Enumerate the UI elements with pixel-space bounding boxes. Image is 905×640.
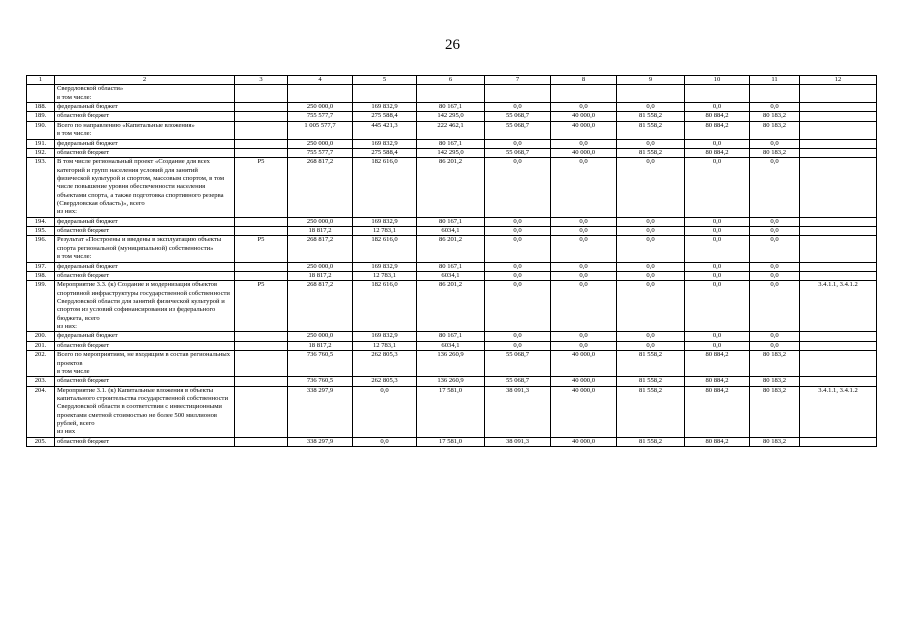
year-value: 0,0 <box>750 332 800 341</box>
row-name: областной бюджет <box>55 341 235 350</box>
year-value: 6034,1 <box>417 341 485 350</box>
year-value: 0,0 <box>485 341 551 350</box>
year-value: 169 832,9 <box>353 139 417 148</box>
year-value: 275 588,4 <box>353 112 417 121</box>
row-number: 202. <box>27 351 55 377</box>
column-number-header: 5 <box>353 76 417 85</box>
row-number: 194. <box>27 217 55 226</box>
table-row <box>27 103 877 112</box>
total-value: 268 817,2 <box>288 158 353 218</box>
table-row <box>27 386 877 437</box>
year-value: 80 183,2 <box>750 351 800 377</box>
year-value: 81 558,2 <box>617 386 685 437</box>
target-indicator-ref <box>800 121 877 139</box>
year-value: 169 832,9 <box>353 332 417 341</box>
year-value: 81 558,2 <box>617 112 685 121</box>
total-value: 250 000,0 <box>288 139 353 148</box>
year-value: 0,0 <box>551 341 617 350</box>
year-value: 0,0 <box>617 103 685 112</box>
column-number-header: 6 <box>417 76 485 85</box>
row-name: Мероприятие 3.1. (к) Капитальные вложения в объекты капитального строительства государственной собственности Свердловской области в соответствии с инвестиционными проектами сметной стоимостью не более 500 миллионов рублей, всего из них <box>55 386 235 437</box>
year-value: 0,0 <box>685 227 750 236</box>
year-value: 0,0 <box>485 217 551 226</box>
target-indicator-ref <box>800 112 877 121</box>
row-number: 192. <box>27 148 55 157</box>
year-value: 80 183,2 <box>750 112 800 121</box>
project-code <box>235 217 288 226</box>
project-code <box>235 386 288 437</box>
table-body <box>27 85 877 447</box>
year-value: 0,0 <box>551 262 617 271</box>
total-value: 250 000,0 <box>288 332 353 341</box>
year-value: 0,0 <box>750 217 800 226</box>
target-indicator-ref <box>800 341 877 350</box>
year-value: 86 201,2 <box>417 236 485 262</box>
target-indicator-ref <box>800 236 877 262</box>
year-value: 262 805,3 <box>353 377 417 386</box>
total-value: 250 000,0 <box>288 103 353 112</box>
year-value: 0,0 <box>485 262 551 271</box>
year-value: 0,0 <box>551 158 617 218</box>
year-value <box>685 85 750 103</box>
column-number-row <box>27 76 877 85</box>
year-value: 0,0 <box>750 227 800 236</box>
year-value: 80 183,2 <box>750 386 800 437</box>
year-value: 81 558,2 <box>617 377 685 386</box>
year-value: 0,0 <box>551 217 617 226</box>
project-code <box>235 271 288 280</box>
total-value: 250 000,0 <box>288 217 353 226</box>
year-value: 275 588,4 <box>353 148 417 157</box>
year-value: 182 616,0 <box>353 158 417 218</box>
year-value: 40 000,0 <box>551 148 617 157</box>
target-indicator-ref <box>800 148 877 157</box>
table-row <box>27 227 877 236</box>
year-value: 0,0 <box>485 103 551 112</box>
year-value <box>551 85 617 103</box>
year-value: 6034,1 <box>417 227 485 236</box>
year-value: 38 091,3 <box>485 386 551 437</box>
year-value <box>485 85 551 103</box>
total-value: 268 817,2 <box>288 281 353 332</box>
column-number-header: 3 <box>235 76 288 85</box>
year-value: 0,0 <box>485 236 551 262</box>
year-value: 40 000,0 <box>551 351 617 377</box>
column-number-header: 12 <box>800 76 877 85</box>
year-value: 80 183,2 <box>750 148 800 157</box>
year-value: 80 884,2 <box>685 377 750 386</box>
year-value: 0,0 <box>485 227 551 236</box>
total-value: 18 817,2 <box>288 341 353 350</box>
row-name: В том числе региональный проект «Создание для всех категорий и групп населения условий для занятий физической культурой и спортом, массовым спортом, в том числе повышение уровня обеспеченности населения объектами спорта, а также подготовка спортивного резерва (Свердловская область)», всего из них: <box>55 158 235 218</box>
target-indicator-ref <box>800 377 877 386</box>
year-value: 0,0 <box>551 236 617 262</box>
project-code <box>235 377 288 386</box>
year-value: 0,0 <box>685 281 750 332</box>
year-value: 0,0 <box>551 271 617 280</box>
year-value: 80 884,2 <box>685 351 750 377</box>
target-indicator-ref <box>800 139 877 148</box>
year-value: 81 558,2 <box>617 121 685 139</box>
year-value: 0,0 <box>353 386 417 437</box>
year-value: 0,0 <box>685 236 750 262</box>
year-value: 0,0 <box>617 158 685 218</box>
table-row <box>27 262 877 271</box>
row-number: 196. <box>27 236 55 262</box>
year-value: 136 260,9 <box>417 351 485 377</box>
year-value: 12 783,1 <box>353 341 417 350</box>
row-number: 189. <box>27 112 55 121</box>
year-value: 169 832,9 <box>353 262 417 271</box>
year-value: 0,0 <box>485 271 551 280</box>
year-value: 80 183,2 <box>750 121 800 139</box>
row-name: федеральный бюджет <box>55 217 235 226</box>
year-value: 0,0 <box>551 103 617 112</box>
year-value: 17 581,0 <box>417 437 485 446</box>
year-value: 0,0 <box>685 103 750 112</box>
column-number-header: 4 <box>288 76 353 85</box>
row-name: Результат «Построены и введены в эксплуатацию объекты спорта региональной (муниципальной) собственности» в том числе: <box>55 236 235 262</box>
row-number: 204. <box>27 386 55 437</box>
column-number-header: 9 <box>617 76 685 85</box>
year-value: 0,0 <box>485 139 551 148</box>
year-value <box>353 85 417 103</box>
year-value: 55 068,7 <box>485 121 551 139</box>
year-value: 0,0 <box>617 271 685 280</box>
row-number: 197. <box>27 262 55 271</box>
total-value: 1 005 577,7 <box>288 121 353 139</box>
target-indicator-ref <box>800 227 877 236</box>
column-number-header: 8 <box>551 76 617 85</box>
year-value: 80 167,1 <box>417 139 485 148</box>
column-number-header: 11 <box>750 76 800 85</box>
year-value: 38 091,3 <box>485 437 551 446</box>
year-value: 80 884,2 <box>685 148 750 157</box>
row-number: 203. <box>27 377 55 386</box>
year-value <box>417 85 485 103</box>
project-code: P5 <box>235 236 288 262</box>
total-value: 18 817,2 <box>288 271 353 280</box>
year-value: 12 783,1 <box>353 227 417 236</box>
year-value: 55 068,7 <box>485 351 551 377</box>
table-row <box>27 112 877 121</box>
project-code <box>235 341 288 350</box>
year-value: 81 558,2 <box>617 437 685 446</box>
total-value: 736 760,5 <box>288 351 353 377</box>
project-code: P5 <box>235 158 288 218</box>
year-value <box>750 85 800 103</box>
row-name: федеральный бюджет <box>55 332 235 341</box>
row-name: Мероприятие 3.3. (к) Создание и модернизация объектов спортивной инфраструктуры государственной собственности Свердловской области для занятий физической культурой и спортом из условий софинансирования из федерального бюджета, всего из них: <box>55 281 235 332</box>
table-row <box>27 85 877 103</box>
year-value: 0,0 <box>685 341 750 350</box>
table-row <box>27 139 877 148</box>
year-value <box>617 85 685 103</box>
row-number: 190. <box>27 121 55 139</box>
row-name: областной бюджет <box>55 112 235 121</box>
target-indicator-ref <box>800 262 877 271</box>
project-code <box>235 351 288 377</box>
row-number: 205. <box>27 437 55 446</box>
year-value: 0,0 <box>750 103 800 112</box>
year-value: 142 295,0 <box>417 148 485 157</box>
year-value: 40 000,0 <box>551 377 617 386</box>
year-value: 81 558,2 <box>617 148 685 157</box>
table-row <box>27 236 877 262</box>
table-row <box>27 158 877 218</box>
year-value: 55 068,7 <box>485 377 551 386</box>
project-code <box>235 121 288 139</box>
year-value: 80 167,1 <box>417 332 485 341</box>
year-value: 445 421,3 <box>353 121 417 139</box>
year-value: 182 616,0 <box>353 236 417 262</box>
row-name: областной бюджет <box>55 227 235 236</box>
table-row <box>27 437 877 446</box>
year-value: 40 000,0 <box>551 437 617 446</box>
year-value: 0,0 <box>617 217 685 226</box>
year-value: 80 167,1 <box>417 217 485 226</box>
column-number-header: 1 <box>27 76 55 85</box>
year-value: 86 201,2 <box>417 158 485 218</box>
row-name: Всего по направлению «Капитальные вложения» в том числе: <box>55 121 235 139</box>
target-indicator-ref: 3.4.1.1, 3.4.1.2 <box>800 386 877 437</box>
total-value: 736 760,5 <box>288 377 353 386</box>
year-value: 169 832,9 <box>353 103 417 112</box>
year-value: 86 201,2 <box>417 281 485 332</box>
target-indicator-ref <box>800 332 877 341</box>
total-value: 18 817,2 <box>288 227 353 236</box>
total-value: 268 817,2 <box>288 236 353 262</box>
total-value <box>288 85 353 103</box>
row-name: областной бюджет <box>55 377 235 386</box>
year-value: 0,0 <box>485 332 551 341</box>
target-indicator-ref <box>800 271 877 280</box>
year-value: 80 167,1 <box>417 103 485 112</box>
year-value: 81 558,2 <box>617 351 685 377</box>
year-value: 40 000,0 <box>551 386 617 437</box>
page-number: 26 <box>445 37 460 53</box>
year-value: 12 783,1 <box>353 271 417 280</box>
year-value: 0,0 <box>685 271 750 280</box>
row-number: 201. <box>27 341 55 350</box>
target-indicator-ref <box>800 85 877 103</box>
row-number: 199. <box>27 281 55 332</box>
table-row <box>27 341 877 350</box>
year-value: 0,0 <box>750 262 800 271</box>
year-value: 0,0 <box>617 227 685 236</box>
project-code <box>235 112 288 121</box>
year-value: 0,0 <box>551 227 617 236</box>
project-code <box>235 139 288 148</box>
year-value: 0,0 <box>685 332 750 341</box>
table-row <box>27 377 877 386</box>
year-value: 0,0 <box>750 139 800 148</box>
year-value: 80 884,2 <box>685 112 750 121</box>
year-value: 0,0 <box>750 281 800 332</box>
year-value: 222 462,1 <box>417 121 485 139</box>
year-value: 0,0 <box>750 341 800 350</box>
table-row <box>27 217 877 226</box>
year-value: 0,0 <box>551 139 617 148</box>
row-number: 198. <box>27 271 55 280</box>
year-value: 182 616,0 <box>353 281 417 332</box>
column-number-header: 7 <box>485 76 551 85</box>
year-value: 0,0 <box>750 158 800 218</box>
project-code <box>235 227 288 236</box>
year-value: 80 167,1 <box>417 262 485 271</box>
project-code <box>235 103 288 112</box>
year-value: 262 805,3 <box>353 351 417 377</box>
year-value: 6034,1 <box>417 271 485 280</box>
row-number: 200. <box>27 332 55 341</box>
year-value: 40 000,0 <box>551 121 617 139</box>
table-row <box>27 121 877 139</box>
target-indicator-ref: 3.4.1.1, 3.4.1.2 <box>800 281 877 332</box>
year-value: 0,0 <box>685 158 750 218</box>
year-value: 0,0 <box>353 437 417 446</box>
year-value: 0,0 <box>617 332 685 341</box>
target-indicator-ref <box>800 103 877 112</box>
table-row <box>27 332 877 341</box>
table-row <box>27 281 877 332</box>
total-value: 338 297,9 <box>288 386 353 437</box>
table-row <box>27 148 877 157</box>
year-value: 0,0 <box>617 281 685 332</box>
total-value: 250 000,0 <box>288 262 353 271</box>
year-value: 80 884,2 <box>685 437 750 446</box>
year-value: 0,0 <box>750 271 800 280</box>
year-value: 0,0 <box>685 217 750 226</box>
budget-table <box>26 75 877 447</box>
project-code <box>235 85 288 103</box>
row-name: федеральный бюджет <box>55 262 235 271</box>
project-code <box>235 262 288 271</box>
row-name: областной бюджет <box>55 271 235 280</box>
year-value: 0,0 <box>685 262 750 271</box>
project-code <box>235 148 288 157</box>
project-code <box>235 332 288 341</box>
total-value: 755 577,7 <box>288 112 353 121</box>
year-value: 142 295,0 <box>417 112 485 121</box>
year-value: 0,0 <box>617 236 685 262</box>
target-indicator-ref <box>800 158 877 218</box>
total-value: 755 577,7 <box>288 148 353 157</box>
target-indicator-ref <box>800 351 877 377</box>
row-name: областной бюджет <box>55 437 235 446</box>
row-name: федеральный бюджет <box>55 139 235 148</box>
year-value: 55 068,7 <box>485 112 551 121</box>
year-value: 17 581,0 <box>417 386 485 437</box>
year-value: 55 068,7 <box>485 148 551 157</box>
row-name: областной бюджет <box>55 148 235 157</box>
year-value: 169 832,9 <box>353 217 417 226</box>
year-value: 0,0 <box>617 262 685 271</box>
year-value: 0,0 <box>685 139 750 148</box>
row-number: 191. <box>27 139 55 148</box>
year-value: 40 000,0 <box>551 112 617 121</box>
row-name: федеральный бюджет <box>55 103 235 112</box>
row-name: Свердловской области» в том числе: <box>55 85 235 103</box>
year-value: 0,0 <box>617 139 685 148</box>
year-value: 80 183,2 <box>750 377 800 386</box>
row-number: 188. <box>27 103 55 112</box>
year-value: 0,0 <box>551 332 617 341</box>
year-value: 136 260,9 <box>417 377 485 386</box>
project-code: P5 <box>235 281 288 332</box>
year-value: 0,0 <box>485 281 551 332</box>
year-value: 80 884,2 <box>685 121 750 139</box>
row-name: Всего по мероприятиям, не входящим в состав региональных проектов в том числе <box>55 351 235 377</box>
year-value: 0,0 <box>750 236 800 262</box>
column-number-header: 10 <box>685 76 750 85</box>
year-value: 0,0 <box>617 341 685 350</box>
project-code <box>235 437 288 446</box>
year-value: 0,0 <box>551 281 617 332</box>
row-number: 195. <box>27 227 55 236</box>
year-value: 0,0 <box>485 158 551 218</box>
table-row <box>27 351 877 377</box>
target-indicator-ref <box>800 437 877 446</box>
total-value: 338 297,9 <box>288 437 353 446</box>
target-indicator-ref <box>800 217 877 226</box>
year-value: 80 884,2 <box>685 386 750 437</box>
table-row <box>27 271 877 280</box>
year-value: 80 183,2 <box>750 437 800 446</box>
row-number: 193. <box>27 158 55 218</box>
column-number-header: 2 <box>55 76 235 85</box>
row-number <box>27 85 55 103</box>
